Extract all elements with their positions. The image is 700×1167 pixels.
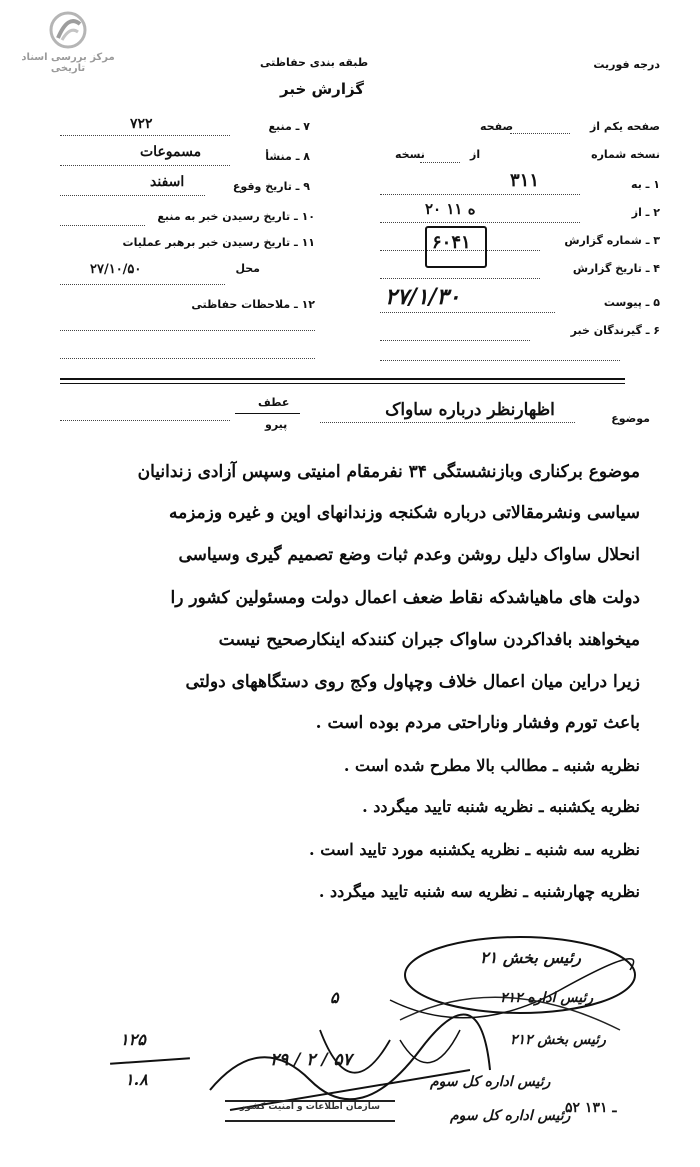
reference-line	[60, 420, 230, 421]
field-from-value: ۲۰ ه ۱۱	[425, 200, 476, 218]
archive-logo-text: مرکز بررسی اسناد تاریخی	[21, 52, 115, 74]
field-to-line	[380, 194, 580, 195]
reference-bottom-label: پیرو	[265, 418, 288, 431]
left-number-bottom: ۱.۸	[125, 1070, 148, 1089]
field-location-value: ۲۷/۱۰/۵۰	[90, 262, 142, 277]
note-line: نظریه شنبه ـ مطالب بالا مطرح شده است .	[343, 756, 640, 775]
header-divider-top	[60, 378, 625, 380]
signature-note-3: رئیس بخش ۲۱۲	[510, 1032, 606, 1048]
field-security-notes-line-2	[60, 358, 315, 359]
stamp	[225, 1100, 395, 1122]
subject-line	[320, 422, 575, 423]
field-report-date-label: ۴ ـ تاریخ گزارش	[572, 262, 660, 275]
archive-logo	[8, 10, 138, 74]
field-source-label: ۷ ـ منبع	[268, 120, 310, 133]
signature-date: ۲۹ / ۲ / ۵۷	[270, 1050, 352, 1070]
field-from-label: ۲ ـ از	[631, 206, 660, 219]
field-copy-line	[420, 162, 460, 163]
stamp-text: سازمان اطلاعات و امنیت کشور	[240, 1102, 380, 1112]
body-line: باعث تورم وفشار وناراحتی مردم بوده است .	[315, 713, 640, 733]
field-attachment-line	[380, 312, 555, 313]
field-recipients-line	[380, 340, 530, 341]
left-number-top: ۱۲۵	[120, 1030, 146, 1049]
document-title: گزارش خبر	[280, 80, 365, 98]
field-to-value: ۳۱۱	[510, 170, 540, 191]
subject-text: اظهارنظر درباره ساواک	[385, 400, 555, 420]
field-report-date-line	[380, 278, 540, 279]
field-page-line	[510, 133, 570, 134]
signature-note-4: رئیس اداره کل سوم	[430, 1074, 551, 1090]
field-recipients-line-2	[380, 360, 620, 361]
header-divider-bottom	[60, 383, 625, 384]
field-source-value: ۷۲۲	[130, 116, 153, 132]
field-copy-label: نسخه شماره	[591, 148, 660, 161]
signature-note-1: رئیس بخش ۲۱	[480, 948, 581, 967]
subject-label: موضوع	[611, 412, 650, 425]
body-line: انحلال ساواک دلیل روشن وعدم ثبات وضع تصمیم گیری وسیاسی	[178, 545, 640, 565]
document-code: ۵۲ ـ ۱۳۱	[565, 1100, 617, 1116]
signature-note-5: رئیس اداره کل سوم	[450, 1108, 571, 1124]
field-report-number-label: ۳ ـ شماره گزارش	[564, 234, 660, 247]
field-receipt-date-label: ۱۰ ـ تاریخ رسیدن خبر به منبع	[157, 210, 315, 223]
field-security-notes-label: ۱۲ ـ ملاحظات حفاظتی	[191, 298, 315, 311]
reference-divider	[235, 413, 300, 414]
body-line: زیرا دراین میان اعمال خلاف وچپاول وکج روی دستگاههای دولتی	[185, 672, 640, 692]
field-from-line	[380, 222, 580, 223]
field-copy-suffix: نسخه	[395, 148, 425, 161]
note-line: نظریه چهارشنبه ـ نظریه سه شنبه تایید میگردد .	[318, 882, 640, 901]
field-receipt-date-line	[60, 225, 145, 226]
field-occurrence-date-value: اسفند	[150, 174, 185, 190]
body-line: دولت های ماهیاشدکه نقاط ضعف اعمال دولت ومسئولین کشور را	[170, 588, 640, 608]
body-line: سیاسی ونشرمقالاتی درباره شکنجه وزندانهای اوین و غیره وزمزمه	[168, 503, 640, 523]
urgency-label: درجه فوریت	[593, 58, 660, 71]
field-ops-date-label: ۱۱ ـ تاریخ رسیدن خبر برهبر عملیات	[122, 236, 315, 249]
field-page-label: صفحه یکم از	[589, 120, 660, 133]
field-attachment-label: ۵ ـ پیوست	[603, 296, 660, 309]
field-recipients-label: ۶ ـ گیرندگان خبر	[570, 324, 660, 337]
note-line: نظریه یکشنبه ـ نظریه شنبه تایید میگردد .	[362, 797, 640, 816]
reference-top-label: عطف	[258, 396, 290, 409]
field-origin-value: مسموعات	[140, 144, 202, 160]
field-origin-line	[60, 165, 230, 166]
field-location-line	[60, 284, 225, 285]
field-location-label: محل	[235, 262, 260, 275]
field-source-line	[60, 135, 230, 136]
body-line: موضوع برکناری وبازنشستگی ۳۴ نفرمقام امنیتی وسپس آزادی زندانیان	[137, 462, 640, 482]
field-report-number-value: ۶۰۴۱	[432, 232, 471, 253]
field-to-label: ۱ ـ به	[631, 178, 660, 191]
left-number-divider	[110, 1057, 190, 1065]
classification-label: طبقه بندی حفاظتی	[260, 56, 369, 69]
margin-number: ۵	[330, 988, 339, 1007]
field-attachment-value: ۲۷/۱/۳۰	[385, 284, 461, 310]
field-page-suffix: صفحه	[480, 120, 514, 133]
field-origin-label: ۸ ـ منشأ	[265, 150, 310, 163]
field-security-notes-line-1	[60, 330, 315, 331]
note-line: نظریه سه شنبه ـ نظریه یکشنبه مورد تایید است .	[309, 840, 640, 859]
field-occurrence-date-label: ۹ ـ تاریخ وقوع	[232, 180, 310, 193]
field-copy-mid: از	[470, 148, 481, 161]
body-line: میخواهند بافداکردن ساواک جبران کنندکه اینکارصحیح نیست	[218, 630, 640, 650]
archive-logo-icon	[48, 10, 88, 50]
signature-note-2: رئیس اداره ۲۱۲	[500, 990, 594, 1006]
field-occurrence-date-line	[60, 195, 205, 196]
